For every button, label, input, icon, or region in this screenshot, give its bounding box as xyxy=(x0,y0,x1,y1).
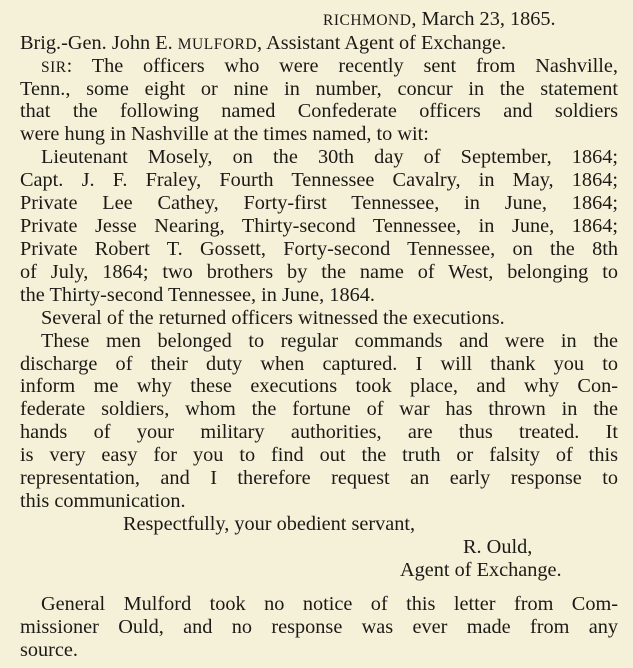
body-line-6: Private Lee Cathey, Forty-first Tennessee, in June, 1864; xyxy=(20,192,618,214)
dateline-place: RICHMOND xyxy=(323,12,412,29)
body-line-1: Tenn., some eight or nine in number, concur in the statement xyxy=(20,78,618,100)
signature-name: R. Ould, xyxy=(463,536,533,558)
dateline xyxy=(323,8,556,30)
after-note-line-0: General Mulford took no notice of this letter from Com- xyxy=(41,593,618,615)
address-title: , Assistant Agent of Exchange. xyxy=(257,32,507,54)
body-line-14: inform me why these executions took place, and why Con- xyxy=(20,375,618,397)
body-line-19: this communication. xyxy=(20,490,186,512)
address-rank: Brig.-Gen. xyxy=(20,32,107,54)
address-name-first: John E. xyxy=(111,32,173,54)
body-line-18: representation, and I therefore request an early response to xyxy=(20,467,618,489)
body-line-7: Private Jesse Nearing, Thirty-second Tennessee, in June, 1864; xyxy=(20,215,618,237)
body-line-13: discharge of their duty when captured. I will thank you to xyxy=(20,353,618,375)
body-line-0: : The officers who were recently sent from Nashville, xyxy=(66,55,618,77)
signature-title: Agent of Exchange. xyxy=(400,559,562,581)
address-name-last: MULFORD xyxy=(177,36,258,53)
body-line-11: Several of the returned officers witnessed the executions. xyxy=(41,307,505,329)
body-line-8: Private Robert T. Gossett, Forty-second Tennessee, on the 8th xyxy=(20,238,618,260)
body-line-12: These men belonged to regular commands and were in the xyxy=(41,330,618,352)
body-line-10: the Thirty-second Tennessee, in June, 1864. xyxy=(20,284,375,306)
body-line-3: were hung in Nashville at the times named, to wit: xyxy=(20,123,429,145)
dateline-date: , March 23, 1865. xyxy=(411,8,556,30)
body-line-5: Capt. J. F. Fraley, Fourth Tennessee Cavalry, in May, 1864; xyxy=(20,169,618,191)
body-line-16: hands of your military authorities, are thus treated. It xyxy=(20,421,618,443)
after-note-line-1: missioner Ould, and no response was ever made from any xyxy=(20,616,618,638)
after-note-line-2: source. xyxy=(20,639,79,661)
body-line-15: federate soldiers, whom the fortune of war has thrown in the xyxy=(20,398,618,420)
body-line-4: Lieutenant Mosely, on the 30th day of September, 1864; xyxy=(41,146,618,168)
address-line xyxy=(20,32,618,54)
salutation: SIR xyxy=(41,59,67,76)
body-line-9: of July, 1864; two brothers by the name of West, belonging to xyxy=(20,261,618,283)
salutation-line xyxy=(41,55,618,77)
body-line-17: is very easy for you to find out the truth or falsity of this xyxy=(20,444,618,466)
closing: Respectfully, your obedient servant, xyxy=(123,513,416,535)
body-line-2: that the following named Confederate officers and soldiers xyxy=(20,100,618,122)
